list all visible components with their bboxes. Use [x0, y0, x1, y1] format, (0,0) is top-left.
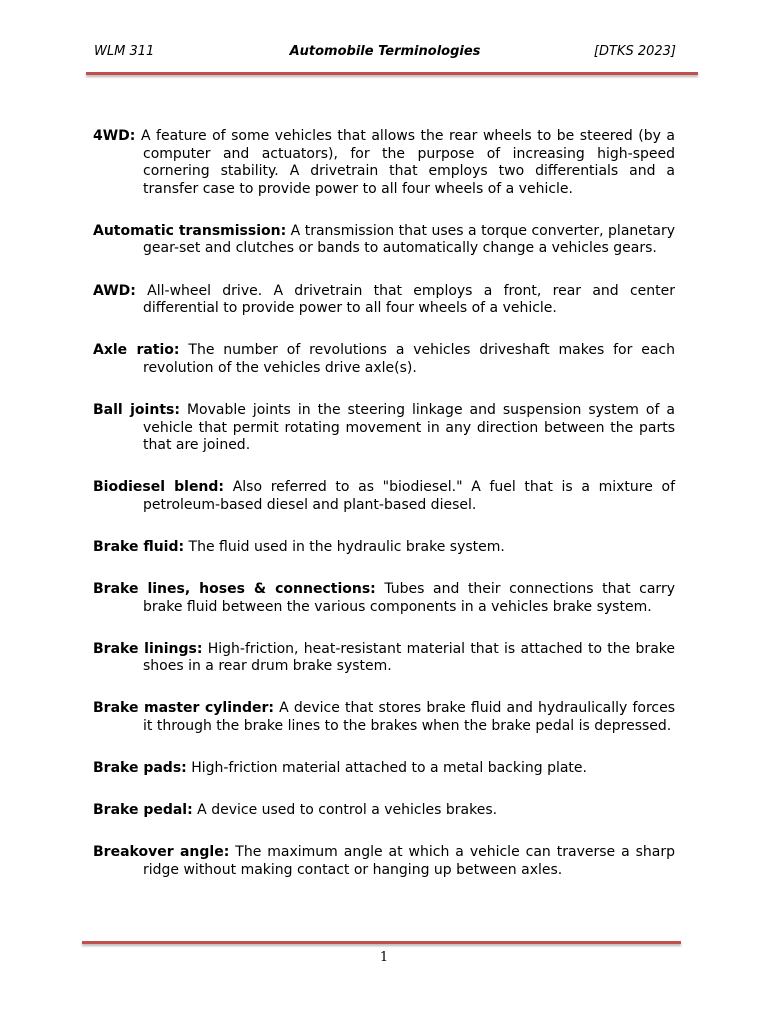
term-entry [93, 479, 675, 514]
term-definition: High-friction, heat-resistant material that is attached to the brake shoes in a rear drum brake system. [143, 640, 675, 675]
term-definition: The number of revolutions a vehicles driveshaft makes for each revolution of the vehicles drive axle(s). [143, 342, 675, 376]
page-header [94, 44, 676, 62]
term-word: 4WD: [93, 128, 136, 144]
term-word: Axle ratio: [93, 342, 180, 359]
term-definition: A transmission that uses a torque converter, planetary gear-set and clutches or bands to automatically change a vehicles gears. [143, 222, 675, 257]
term-definition: All-wheel drive. A drivetrain that employs a front, rear and center differential to provide power to all four wheels of a vehicle. [143, 282, 675, 317]
term-word: Brake fluid: [93, 538, 185, 555]
term-definition: A device used to control a vehicles brakes. [197, 802, 498, 819]
terminology-list [93, 128, 675, 904]
term-definition: Also referred to as "biodiesel." A fuel that is a mixture of petroleum-based diesel and plant-based diesel. [143, 479, 676, 513]
course-code: WLM 311 [94, 44, 155, 59]
document-title: Automobile Terminologies [289, 44, 481, 59]
term-entry [93, 760, 675, 778]
footer-rule [82, 941, 681, 944]
header-rule [86, 72, 698, 75]
term-word: Breakover angle: [93, 844, 230, 861]
term-entry [93, 128, 675, 198]
term-entry [93, 283, 675, 318]
page-number: 1 [379, 950, 389, 965]
term-word: Automatic transmission: [93, 222, 287, 239]
term-definition: A feature of some vehicles that allows the rear wheels to be steered (by a computer and actuators), for the purpose of increasing high-speed cornering stability. A drivetrain that employs two differentials and a transfer case to provide power to all four wheels of a vehicle. [140, 128, 675, 197]
term-word: Brake master cylinder: [93, 700, 275, 717]
term-entry [93, 223, 675, 258]
term-definition: Tubes and their connections that carry brake fluid between the various components in a vehicles brake system. [143, 581, 675, 615]
term-word: Brake linings: [93, 640, 203, 657]
term-word: Brake lines, hoses & connections: [93, 581, 376, 597]
term-word: AWD: [93, 282, 136, 299]
term-definition: The maximum angle at which a vehicle can traverse a sharp ridge without making contact or hanging up between axles. [143, 844, 675, 878]
term-definition: The fluid used in the hydraulic brake system. [188, 538, 505, 555]
term-definition: Movable joints in the steering linkage and suspension system of a vehicle that permit rotating movement in any direction between the parts that are joined. [143, 401, 675, 454]
term-word: Ball joints: [93, 401, 180, 418]
document-tag: [DTKS 2023] [593, 44, 676, 59]
term-definition: High-friction material attached to a metal backing plate. [191, 760, 587, 777]
term-entry [93, 402, 675, 455]
term-definition: A device that stores brake fluid and hydraulically forces it through the brake lines to the brakes when the brake pedal is depressed. [143, 700, 675, 734]
term-word: Biodiesel blend: [93, 479, 225, 496]
term-entry [93, 342, 675, 377]
term-entry [93, 641, 675, 676]
term-entry [93, 802, 675, 820]
term-entry [93, 539, 675, 557]
term-entry [93, 581, 675, 616]
term-entry [93, 700, 675, 735]
term-word: Brake pedal: [93, 802, 193, 819]
term-word: Brake pads: [93, 760, 187, 777]
term-entry [93, 844, 675, 879]
